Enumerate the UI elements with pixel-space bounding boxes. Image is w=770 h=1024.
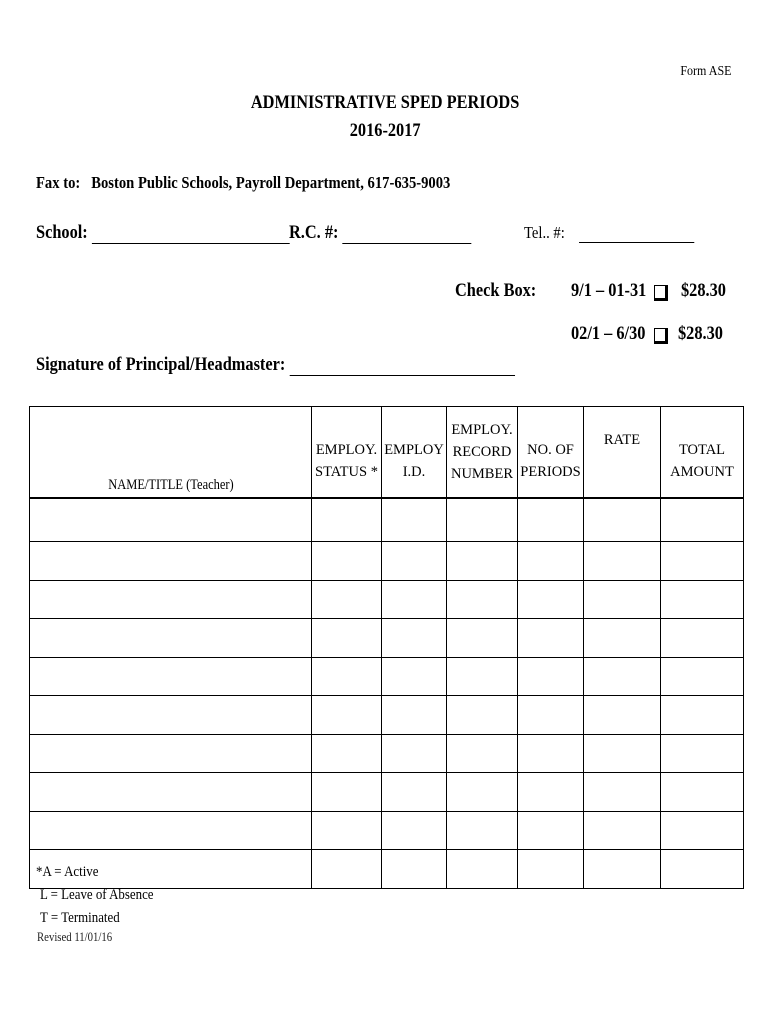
col-header-periods: NO. OF PERIODS	[518, 407, 584, 499]
table-cell[interactable]	[447, 498, 518, 542]
table-cell[interactable]	[518, 735, 584, 773]
table-cell[interactable]	[382, 658, 447, 696]
table-cell[interactable]	[584, 696, 661, 735]
legend-active: *A = Active	[36, 864, 99, 880]
table-row	[30, 735, 744, 773]
table-cell[interactable]	[661, 696, 744, 735]
period-option-1-amount: $28.30	[681, 280, 726, 301]
table-cell[interactable]	[30, 581, 312, 619]
table-cell[interactable]	[661, 812, 744, 850]
school-row	[36, 222, 331, 244]
table-row	[30, 696, 744, 735]
table-cell[interactable]	[584, 658, 661, 696]
table-row	[30, 542, 744, 581]
period-option-2-amount: $28.30	[678, 323, 723, 344]
table-row	[30, 773, 744, 812]
col-header-status: EMPLOY. STATUS *	[312, 407, 382, 499]
table-row	[30, 619, 744, 658]
table-cell[interactable]	[312, 696, 382, 735]
table-cell[interactable]	[30, 542, 312, 581]
table-cell[interactable]	[584, 498, 661, 542]
table-cell[interactable]	[382, 696, 447, 735]
period-1-label: 9/1 – 01-31	[571, 280, 647, 301]
table-row	[30, 581, 744, 619]
table-cell[interactable]	[518, 581, 584, 619]
table-cell[interactable]	[382, 812, 447, 850]
school-year: 2016-2017	[349, 120, 421, 141]
col-header-rate: RATE	[584, 407, 661, 499]
table-cell[interactable]	[661, 850, 744, 889]
table-cell[interactable]	[30, 735, 312, 773]
form-id: Form ASE	[680, 64, 732, 79]
table-cell[interactable]	[661, 773, 744, 812]
table-cell[interactable]	[661, 542, 744, 581]
title-block	[0, 89, 770, 145]
legend-leave: L = Leave of Absence	[40, 887, 154, 903]
signature-field[interactable]	[289, 355, 514, 376]
col-header-record-number: EMPLOY. RECORD NUMBER	[447, 407, 518, 499]
legend-terminated: T = Terminated	[40, 910, 120, 926]
table-cell[interactable]	[584, 619, 661, 658]
signature-label: Signature of Principal/Headmaster:	[36, 354, 286, 375]
employee-table	[29, 406, 744, 889]
period-2-checkbox[interactable]	[654, 328, 668, 349]
period-2-label: 02/1 – 6/30	[571, 323, 646, 344]
status-legend	[36, 861, 172, 930]
table-cell[interactable]	[584, 812, 661, 850]
table-cell[interactable]	[312, 658, 382, 696]
table-cell[interactable]	[382, 498, 447, 542]
table-cell[interactable]	[518, 696, 584, 735]
table-cell[interactable]	[518, 542, 584, 581]
fax-row	[36, 173, 518, 193]
table-cell[interactable]	[30, 498, 312, 542]
rc-row	[289, 222, 501, 244]
col-header-total-amount: TOTAL AMOUNT	[661, 407, 744, 499]
school-label: School:	[36, 222, 88, 243]
table-cell[interactable]	[30, 658, 312, 696]
table-cell[interactable]	[447, 773, 518, 812]
table-body	[30, 498, 744, 889]
table-cell[interactable]	[382, 773, 447, 812]
fax-value: Boston Public Schools, Payroll Department, 617-635-9003	[91, 173, 451, 192]
table-cell[interactable]	[312, 581, 382, 619]
table-row	[30, 658, 744, 696]
table-cell[interactable]	[447, 619, 518, 658]
table-cell[interactable]	[447, 850, 518, 889]
table-cell[interactable]	[312, 812, 382, 850]
table-cell[interactable]	[30, 812, 312, 850]
fax-label: Fax to:	[36, 173, 81, 192]
table-cell[interactable]	[447, 735, 518, 773]
table-cell[interactable]	[661, 619, 744, 658]
table-cell[interactable]	[518, 850, 584, 889]
table-cell[interactable]	[312, 735, 382, 773]
tel-label: Tel.. #:	[524, 223, 565, 242]
table-cell[interactable]	[584, 773, 661, 812]
table-cell[interactable]	[382, 581, 447, 619]
table-cell[interactable]	[584, 581, 661, 619]
table-cell[interactable]	[518, 498, 584, 542]
table-cell[interactable]	[382, 619, 447, 658]
table-cell[interactable]	[30, 619, 312, 658]
table-cell[interactable]	[382, 735, 447, 773]
col-header-id: EMPLOY I.D.	[382, 407, 447, 499]
table-cell[interactable]	[447, 696, 518, 735]
table-cell[interactable]	[312, 498, 382, 542]
table-cell[interactable]	[518, 773, 584, 812]
table-cell[interactable]	[30, 696, 312, 735]
table-cell[interactable]	[312, 850, 382, 889]
table-cell[interactable]	[584, 542, 661, 581]
period-option-2	[571, 323, 658, 345]
table-cell[interactable]	[518, 812, 584, 850]
table-cell[interactable]	[661, 658, 744, 696]
rc-label: R.C. #:	[289, 222, 339, 243]
page-title: ADMINISTRATIVE SPED PERIODS	[250, 92, 520, 113]
table-cell[interactable]	[661, 581, 744, 619]
tel-row	[524, 223, 722, 243]
table-cell[interactable]	[584, 850, 661, 889]
signature-row	[36, 354, 593, 376]
table-cell[interactable]	[661, 498, 744, 542]
col-header-name: NAME/TITLE (Teacher)	[30, 407, 312, 499]
table-cell[interactable]	[312, 773, 382, 812]
table-cell[interactable]	[518, 619, 584, 658]
check-box-label: Check Box:	[455, 280, 537, 301]
tel-field[interactable]	[579, 224, 694, 243]
table-cell[interactable]	[447, 581, 518, 619]
table-cell[interactable]	[447, 542, 518, 581]
table-cell[interactable]	[584, 735, 661, 773]
school-field[interactable]	[92, 223, 290, 244]
table-cell[interactable]	[30, 773, 312, 812]
table-row	[30, 498, 744, 542]
table-cell[interactable]	[661, 735, 744, 773]
table-row	[30, 812, 744, 850]
table-cell[interactable]	[447, 658, 518, 696]
table-header-row	[30, 407, 744, 499]
revised-date: Revised 11/01/16	[37, 930, 113, 944]
rc-field[interactable]	[343, 223, 472, 244]
table-cell[interactable]	[382, 850, 447, 889]
table-cell[interactable]	[447, 812, 518, 850]
period-1-checkbox[interactable]	[654, 285, 668, 306]
period-option-1	[571, 280, 659, 302]
table-cell[interactable]	[312, 542, 382, 581]
table-cell[interactable]	[382, 542, 447, 581]
table-cell[interactable]	[518, 658, 584, 696]
table-cell[interactable]	[312, 619, 382, 658]
